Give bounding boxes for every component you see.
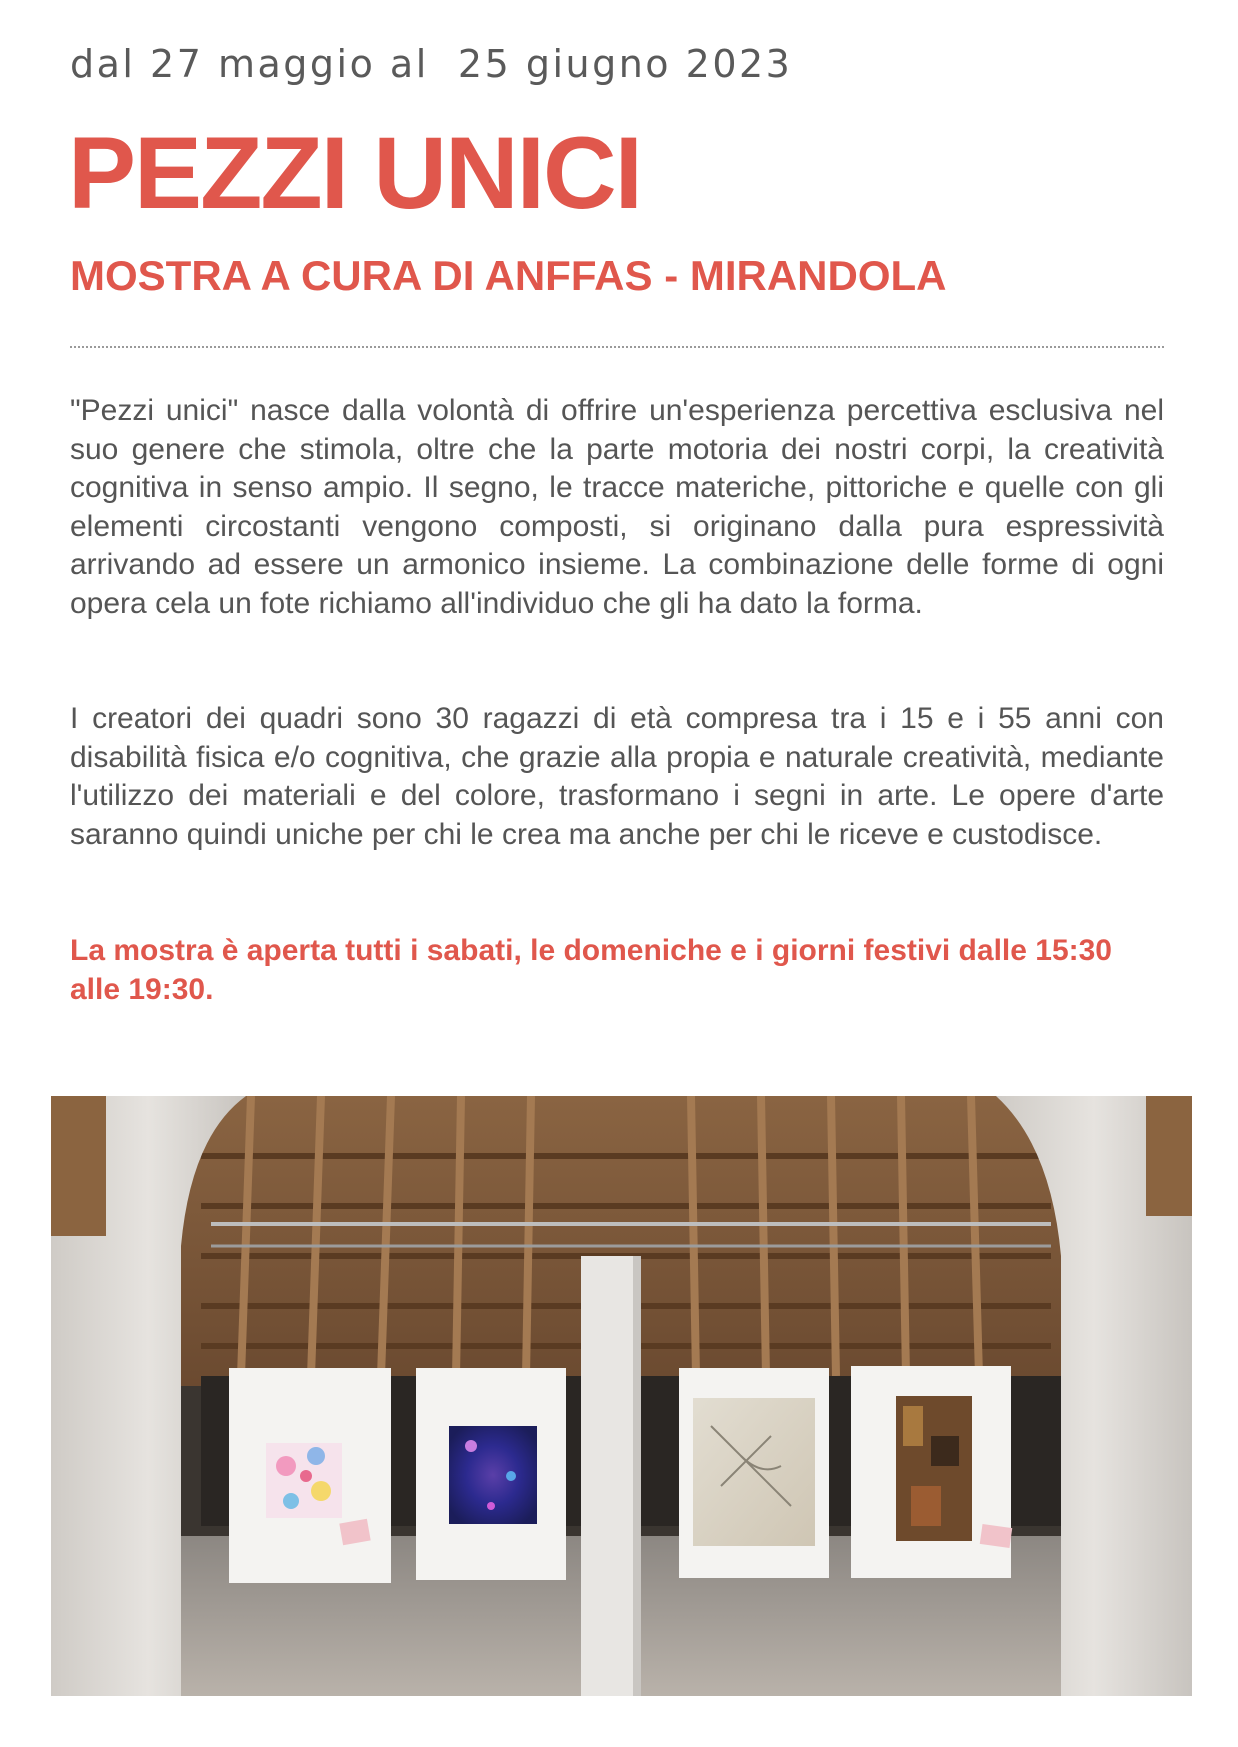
exhibition-photo	[51, 1096, 1192, 1696]
page-subtitle: MOSTRA A CURA DI ANFFAS - MIRANDOLA	[70, 252, 947, 299]
page-title: PEZZI UNICI	[68, 116, 642, 230]
creators-paragraph: I creatori dei quadri sono 30 ragazzi di età compresa tra i 15 e i 55 anni con disabilità fisica e/o cognitiva, che grazie alla propia e naturale creatività, mediante l'utilizzo dei materiali e del colore, trasformano i segni in arte. Le opere d'arte saranno quindi uniche per chi le crea ma anche per chi le riceve e custodisce.	[70, 702, 1164, 851]
date-range: dal 27 maggio al 25 giugno 2023	[70, 42, 793, 86]
opening-hours-notice: La mostra è aperta tutti i sabati, le domeniche e i giorni festivi dalle 15:30 alle 19:30.	[70, 934, 1112, 1006]
dotted-divider	[70, 346, 1164, 348]
description-paragraph: "Pezzi unici" nasce dalla volontà di offrire un'esperienza percettiva esclusiva nel suo genere che stimola, oltre che la parte motoria dei nostri corpi, la creatività cognitiva in senso ampio. Il segno, le tracce materiche, pittoriche e quelle con gli elementi circostanti vengono composti, si originano dalla pura espressività arrivando ad essere un armonico insieme. La combinazione delle forme di ogni opera cela un fote richiamo all'individuo che gli ha dato la forma.	[70, 394, 1164, 620]
